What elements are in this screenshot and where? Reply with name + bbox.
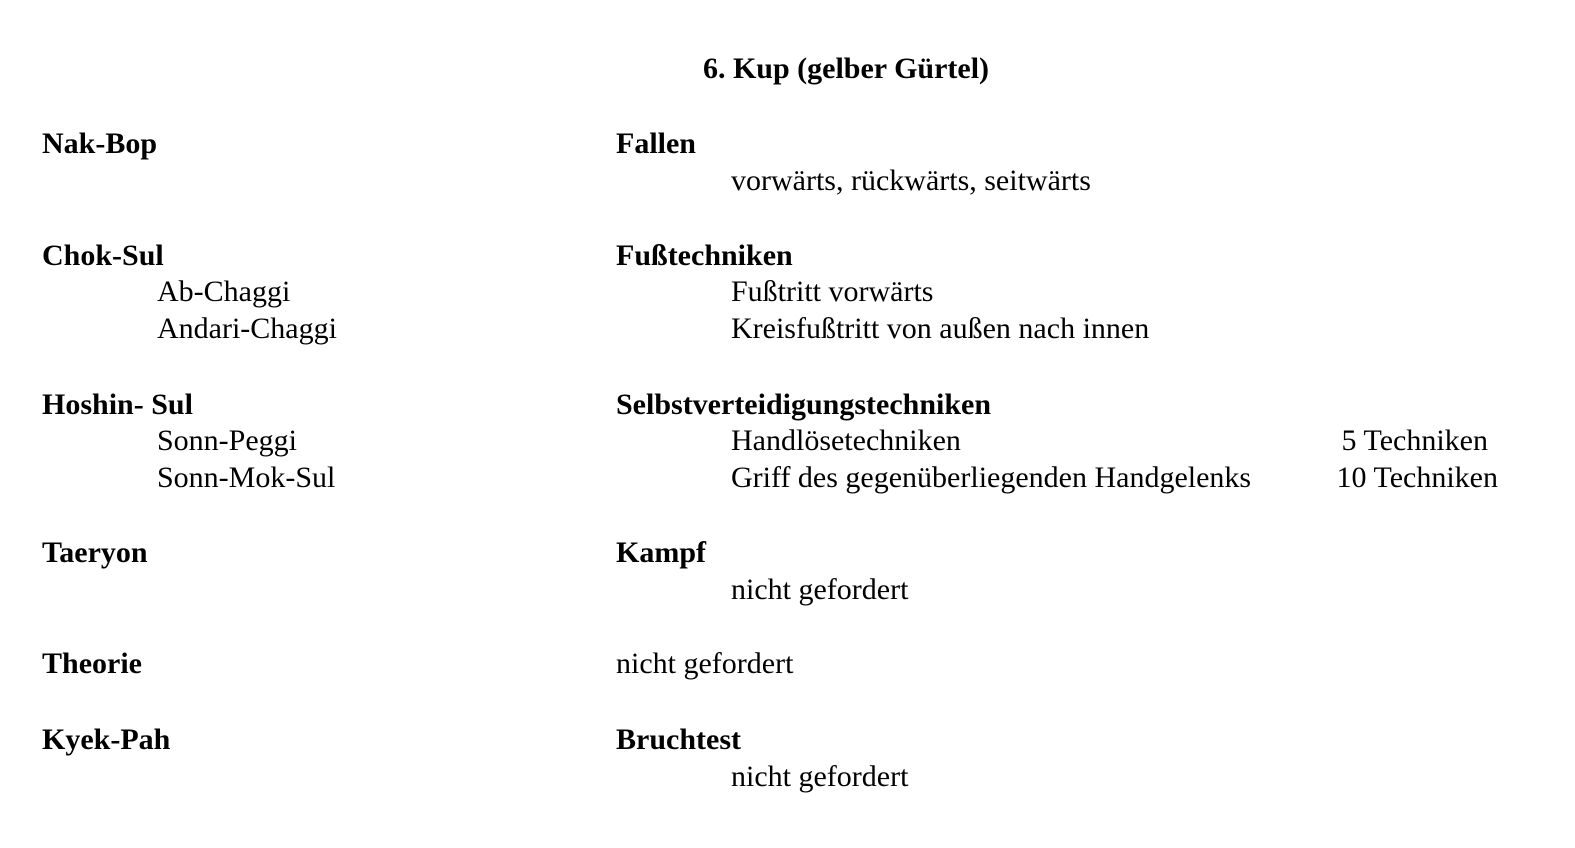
choksul-item: Andari-Chaggi [157,312,337,345]
section-heading-hoshinsul: Hoshin- Sul [42,388,193,421]
section-heading-choksul: Chok-Sul [42,239,164,272]
technique-count: 10 Techniken [1336,461,1498,494]
section-heading-taeryon: Taeryon [42,536,148,569]
choksul-item: Ab-Chaggi [157,275,291,308]
technique-label: Handlösetechniken [731,424,961,457]
fusstechniken-item: Fußtritt vorwärts [731,275,934,308]
section-heading-fallen: Fallen [616,127,696,160]
section-heading-kampf: Kampf [616,536,706,569]
page-title: 6. Kup (gelber Gürtel) [702,52,990,85]
section-heading-theorie: Theorie [42,647,142,680]
section-heading-selbstverteidigung: Selbstverteidigungstechniken [616,388,992,421]
hoshinsul-item: Sonn-Peggi [157,424,298,457]
fusstechniken-item: Kreisfußtritt von außen nach innen [731,312,1150,345]
fallen-item: vorwärts, rückwärts, seitwärts [731,164,1091,197]
section-heading-bruchtest: Bruchtest [616,723,741,756]
section-heading-nakbop: Nak-Bop [42,127,158,160]
technique-count: 5 Techniken [1341,424,1488,457]
bruchtest-item: nicht gefordert [731,760,909,793]
section-heading-fusstechniken: Fußtechniken [616,239,793,272]
section-heading-kyekpah: Kyek-Pah [42,723,171,756]
theorie-text: nicht gefordert [616,647,794,680]
technique-label: Griff des gegenüberliegenden Handgelenks [731,461,1252,494]
kampf-item: nicht gefordert [731,573,909,606]
hoshinsul-item: Sonn-Mok-Sul [157,461,336,494]
